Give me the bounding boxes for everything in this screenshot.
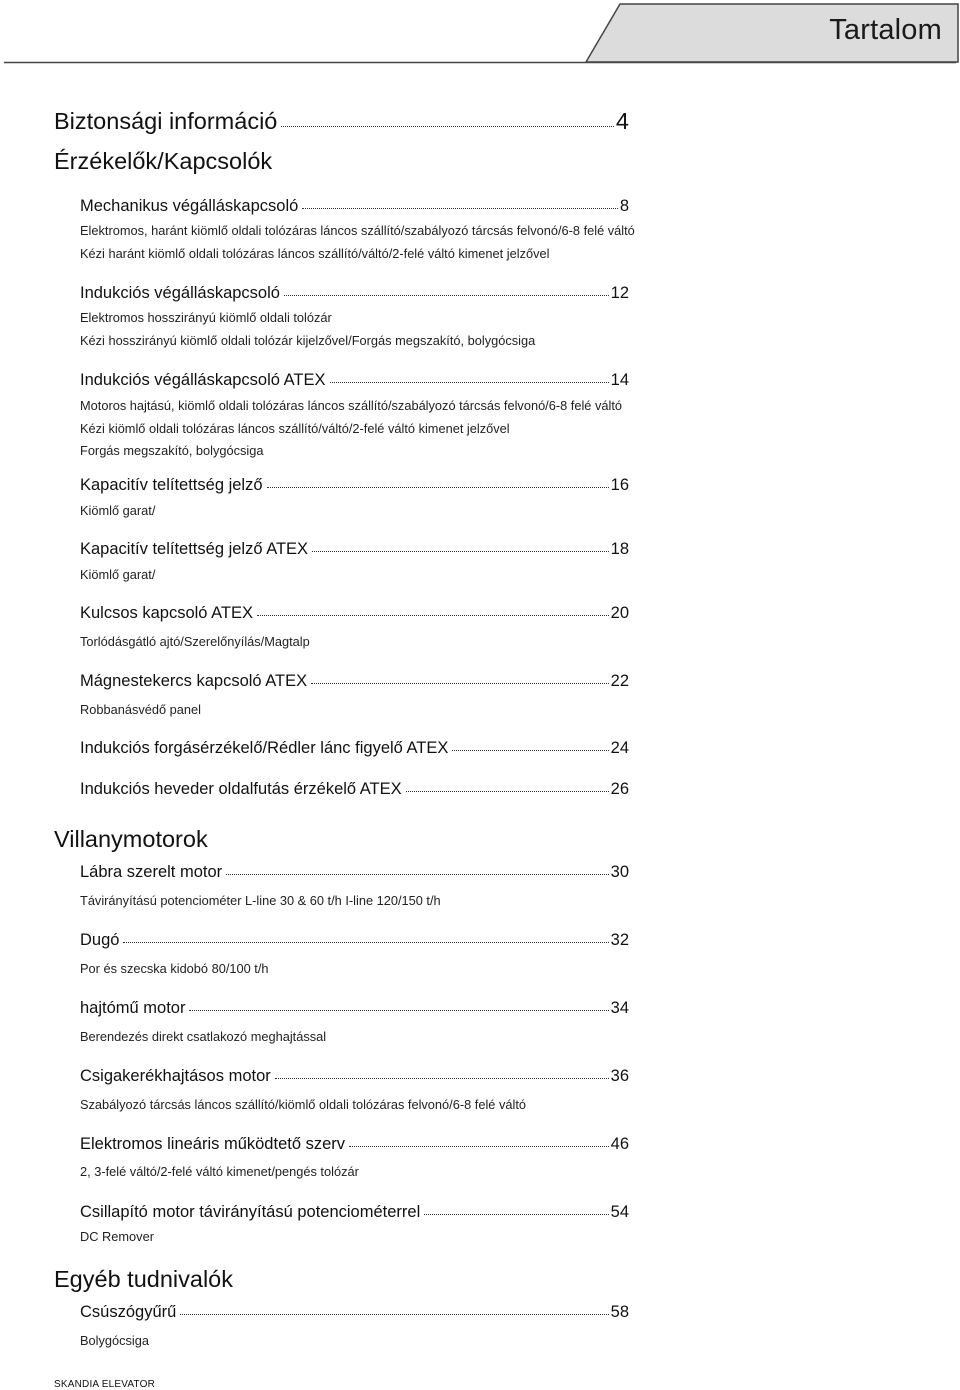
dot-leader	[452, 750, 608, 751]
toc-subentry: Kézi kiömlő oldali tolózáras láncos szállító/váltó/2-felé váltó kimenet jelzővel	[80, 421, 510, 436]
toc-entry-label: Lábra szerelt motor	[80, 863, 223, 881]
footer-brand: SKANDIA ELEVATOR	[54, 1379, 156, 1390]
toc-entry[interactable]	[80, 931, 629, 950]
toc-entry-label: Indukciós forgásérzékelő/Rédler lánc figyelő ATEX	[80, 739, 449, 757]
header-banner	[0, 0, 960, 66]
toc-subentry: Bolygócsiga	[80, 1333, 150, 1348]
toc-entry[interactable]	[80, 1135, 629, 1154]
toc-page-number: 26	[610, 780, 629, 798]
toc-subentry: Robbanásvédő panel	[80, 702, 201, 717]
toc-entry-label: hajtómű motor	[80, 999, 186, 1017]
toc-entry[interactable]	[80, 371, 629, 390]
toc-page-number: 34	[610, 999, 629, 1017]
toc-subentry: Kézi hosszirányú kiömlő oldali tolózár kijelzővel/Forgás megszakító, bolygócsiga	[80, 333, 536, 348]
toc-entry[interactable]	[80, 780, 629, 799]
toc-subentry: Motoros hajtású, kiömlő oldali tolózáras láncos szállító/szabályozó tárcsás felvonó/6-8 felé váltó	[80, 398, 623, 413]
toc-entry-label: Indukciós végálláskapcsoló ATEX	[80, 371, 326, 389]
dot-leader	[257, 615, 609, 616]
toc-entry-label: Kulcsos kapcsoló ATEX	[80, 604, 254, 622]
toc-entry[interactable]	[80, 999, 629, 1018]
toc-page-number: 8	[619, 197, 629, 215]
dot-leader	[123, 942, 608, 943]
toc-page-number: 4	[615, 108, 629, 134]
toc-entry-label: Csillapító motor távirányítású potenciométerrel	[80, 1203, 421, 1221]
toc-subentry: Berendezés direkt csatlakozó meghajtással	[80, 1029, 327, 1044]
toc-page-number: 22	[610, 672, 629, 690]
dot-leader	[275, 1078, 609, 1079]
toc-entry[interactable]	[80, 284, 629, 303]
page-title: Tartalom	[829, 14, 942, 46]
toc-entry-label: Indukciós végálláskapcsoló	[80, 284, 280, 302]
toc-page-number: 32	[610, 931, 629, 949]
toc-entry[interactable]	[80, 1203, 629, 1222]
section-heading-sensors: Érzékelők/Kapcsolók	[54, 148, 273, 174]
toc-entry-label: Kapacitív telítettség jelző ATEX	[80, 540, 309, 558]
toc-subentry: Elektromos, haránt kiömlő oldali tolózáras láncos szállító/szabályozó tárcsás felvonó/6-8 felé váltó	[80, 223, 635, 238]
dot-leader	[281, 126, 614, 127]
toc-entry-label: Biztonsági információ	[54, 108, 278, 134]
toc-entry[interactable]	[80, 476, 629, 495]
toc-page-number: 16	[610, 476, 629, 494]
dot-leader	[284, 295, 609, 296]
toc-subentry: Forgás megszakító, bolygócsiga	[80, 443, 264, 458]
toc-page-number: 18	[610, 540, 629, 558]
dot-leader	[349, 1146, 609, 1147]
toc-subentry: DC Remover	[80, 1229, 154, 1244]
toc-subentry: 2, 3-felé váltó/2-felé váltó kimenet/pengés tolózár	[80, 1164, 359, 1179]
toc-entry-label: Mechanikus végálláskapcsoló	[80, 197, 299, 215]
dot-leader	[330, 382, 609, 383]
toc-subentry: Kiömlő garat/	[80, 567, 156, 582]
section-heading-other: Egyéb tudnivalók	[54, 1266, 233, 1292]
toc-entry-safety[interactable]	[54, 108, 629, 135]
toc-subentry: Elektromos hosszirányú kiömlő oldali tolózár	[80, 310, 332, 325]
toc-page-number: 46	[610, 1135, 629, 1153]
toc-entry-label: Csúszógyűrű	[80, 1303, 177, 1321]
toc-subentry: Por és szecska kidobó 80/100 t/h	[80, 961, 269, 976]
dot-leader	[312, 551, 609, 552]
dot-leader	[302, 208, 618, 209]
toc-page-number: 58	[610, 1303, 629, 1321]
toc-subentry: Szabályozó tárcsás láncos szállító/kiömlő oldali tolózáras felvonó/6-8 felé váltó	[80, 1097, 526, 1112]
toc-entry-label: Kapacitív telítettség jelző	[80, 476, 263, 494]
toc-entry-label: Indukciós heveder oldalfutás érzékelő ATEX	[80, 780, 402, 798]
toc-entry[interactable]	[80, 604, 629, 623]
dot-leader	[180, 1314, 608, 1315]
toc-subentry: Torlódásgátló ajtó/Szerelőnyílás/Magtalp	[80, 634, 310, 649]
toc-entry[interactable]	[80, 1303, 629, 1322]
section-heading-motors: Villanymotorok	[54, 826, 208, 852]
dot-leader	[424, 1214, 608, 1215]
toc-entry[interactable]	[80, 739, 629, 758]
toc-page-number: 12	[610, 284, 629, 302]
toc-page-number: 20	[610, 604, 629, 622]
toc-subentry: Távirányítású potenciométer L-line 30 & 60 t/h I-line 120/150 t/h	[80, 893, 441, 908]
dot-leader	[406, 791, 609, 792]
toc-entry[interactable]	[80, 1067, 629, 1086]
toc-entry[interactable]	[80, 540, 629, 559]
toc-entry[interactable]	[80, 197, 629, 216]
dot-leader	[311, 683, 609, 684]
toc-subentry: Kiömlő garat/	[80, 503, 156, 518]
dot-leader	[267, 487, 609, 488]
toc-entry-label: Dugó	[80, 931, 120, 949]
toc-entry-label: Elektromos lineáris működtető szerv	[80, 1135, 346, 1153]
toc-entry[interactable]	[80, 863, 629, 882]
toc-entry[interactable]	[80, 672, 629, 691]
dot-leader	[189, 1010, 608, 1011]
toc-entry-label: Mágnestekercs kapcsoló ATEX	[80, 672, 308, 690]
toc-page-number: 54	[610, 1203, 629, 1221]
dot-leader	[226, 874, 608, 875]
toc-subentry: Kézi haránt kiömlő oldali tolózáras láncos szállító/váltó/2-felé váltó kimenet jelzővel	[80, 246, 550, 261]
toc-page-number: 14	[610, 371, 629, 389]
toc-page-number: 36	[610, 1067, 629, 1085]
toc-page-number: 24	[610, 739, 629, 757]
toc-page-number: 30	[610, 863, 629, 881]
toc-entry-label: Csigakerékhajtásos motor	[80, 1067, 271, 1085]
